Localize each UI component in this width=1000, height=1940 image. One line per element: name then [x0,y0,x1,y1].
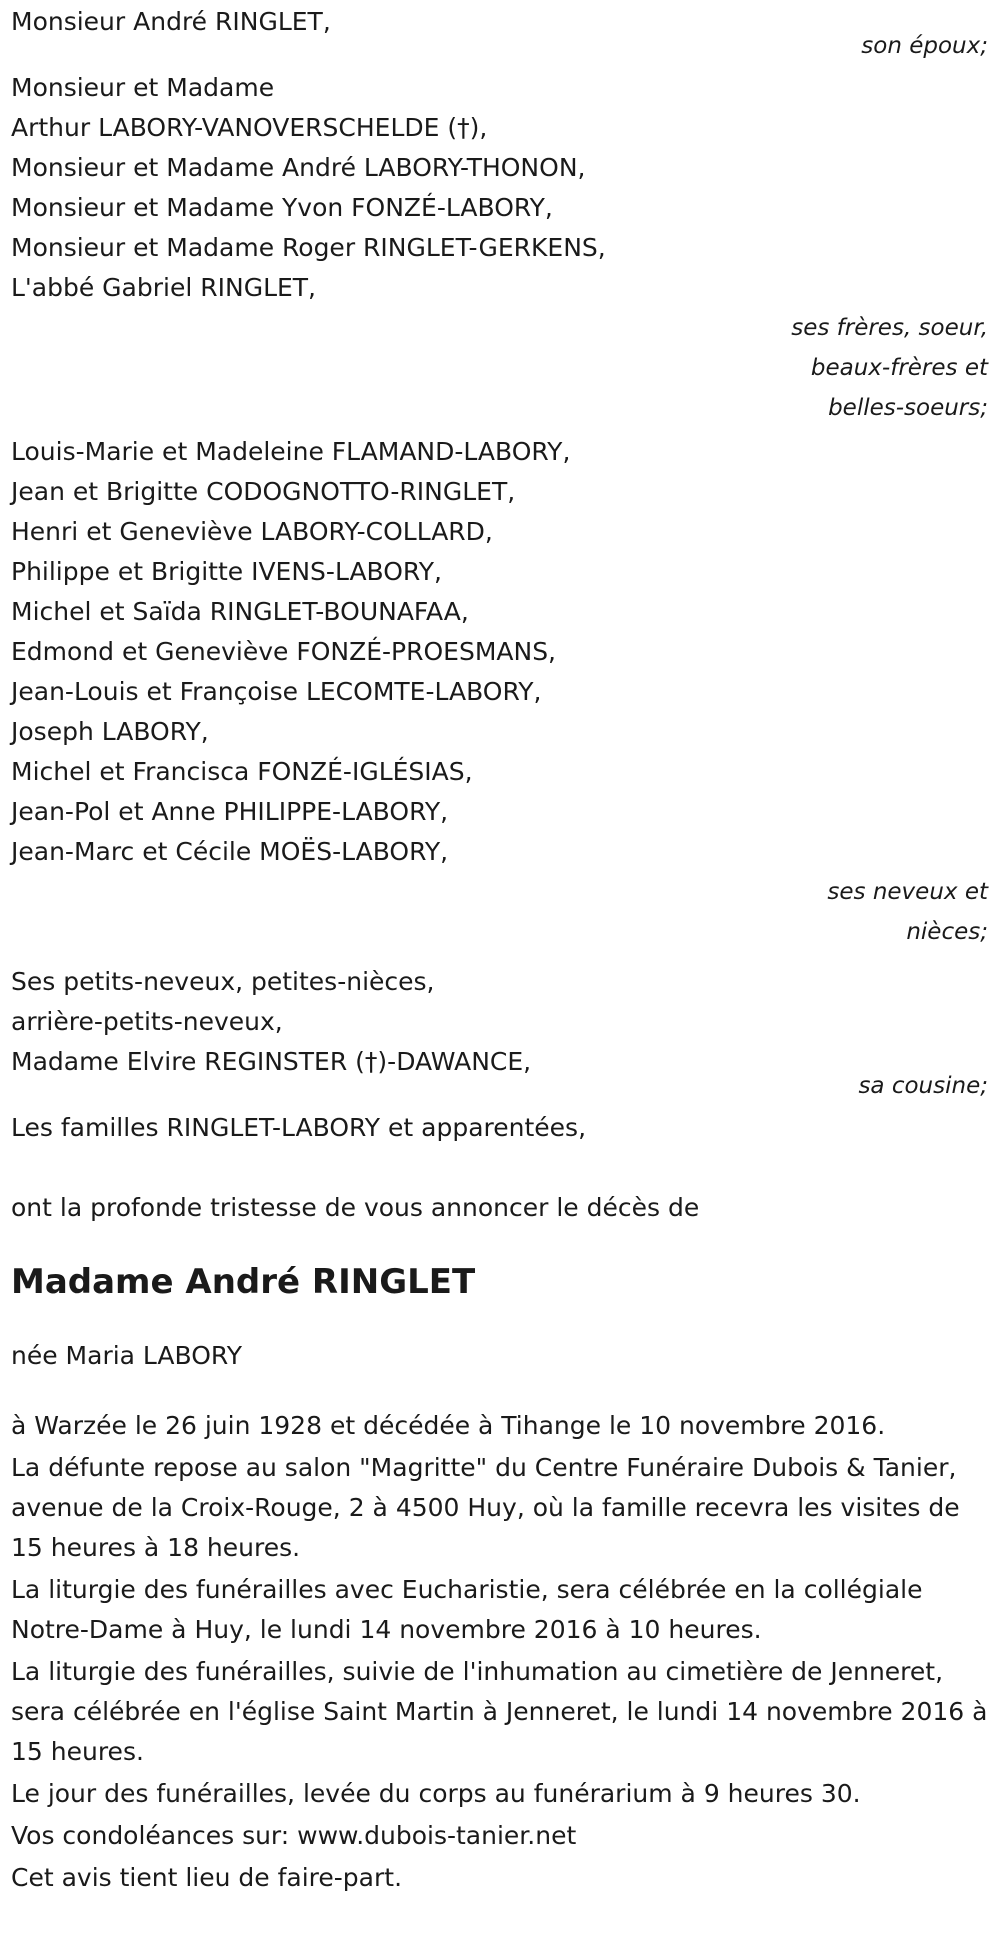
family-name-line: Madame Elvire REGINSTER (†)-DAWANCE, [11,1047,532,1076]
nephews-nieces-group [11,432,988,952]
relation-label: ses frères, soeur, [791,315,988,341]
family-name-line: Monsieur et Madame Yvon FONZÉ-LABORY, [11,193,553,222]
detail-paragraph: à Warzée le 26 juin 1928 et décédée à Tihange le 10 novembre 2016. [11,1411,886,1440]
family-name-line: Joseph LABORY, [11,717,209,746]
family-name-line: Monsieur et Madame André LABORY-THONON, [11,153,586,182]
relation-label: sa cousine; [858,1073,988,1099]
siblings-group [11,68,988,428]
family-name-line: Arthur LABORY-VANOVERSCHELDE (†), [11,113,488,142]
announcement-line: ont la profonde tristesse de vous annoncer le décès de [11,1193,700,1222]
relation-label: son époux; [861,33,988,59]
family-name-line: Henri et Geneviève LABORY-COLLARD, [11,517,493,546]
deceased-name: Madame André RINGLET [11,1262,476,1302]
family-name-line: Jean et Brigitte CODOGNOTTO-RINGLET, [11,477,516,506]
family-name-line: Philippe et Brigitte IVENS-LABORY, [11,557,442,586]
relation-label: belles-soeurs; [828,395,988,421]
relation-label: ses neveux et [827,879,988,905]
family-name-line: Michel et Francisca FONZÉ-IGLÉSIAS, [11,757,473,786]
families-line: Les familles RINGLET-LABORY et apparentées, [11,1113,587,1142]
family-name-line: Ses petits-neveux, petites-nièces, [11,967,435,996]
closing-paragraph: Cet avis tient lieu de faire-part. [11,1863,403,1892]
condolences-paragraph: Vos condoléances sur: www.dubois-tanier.net [11,1821,577,1850]
family-name-line: Monsieur André RINGLET, [11,7,331,36]
family-name-line: L'abbé Gabriel RINGLET, [11,273,317,302]
cousin-group [11,962,988,1106]
family-name-line: Monsieur et Madame Roger RINGLET-GERKENS, [11,233,606,262]
family-name-line: Louis-Marie et Madeleine FLAMAND-LABORY, [11,437,571,466]
spouse-group [11,2,988,66]
family-name-line: Jean-Pol et Anne PHILIPPE-LABORY, [11,797,449,826]
family-name-line: Edmond et Geneviève FONZÉ-PROESMANS, [11,637,557,666]
family-name-line: Michel et Saïda RINGLET-BOUNAFAA, [11,597,469,626]
obituary-notice [0,2,1000,1940]
family-name-line: Jean-Louis et Françoise LECOMTE-LABORY, [11,677,542,706]
relation-label: nièces; [906,919,988,945]
detail-paragraph: Le jour des funérailles, levée du corps au funérarium à 9 heures 30. [11,1779,861,1808]
details-section [11,1406,988,1898]
family-name-line: arrière-petits-neveux, [11,1007,283,1036]
family-name-line: Jean-Marc et Cécile MOËS-LABORY, [11,837,449,866]
detail-paragraph: La défunte repose au salon "Magritte" du Centre Funéraire Dubois & Tanier, avenue de la Croix-Rouge, 2 à 4500 Huy, où la famille recevra les visites de 15 heures à 18 heures. [11,1453,960,1562]
detail-paragraph: La liturgie des funérailles, suivie de l'inhumation au cimetière de Jenneret, sera célébrée en l'église Saint Martin à Jenneret, le lundi 14 novembre 2016 à 15 heures. [11,1657,988,1766]
family-name-line: Monsieur et Madame [11,73,275,102]
relation-label: beaux-frères et [810,355,988,381]
birth-name: née Maria LABORY [11,1341,242,1370]
detail-paragraph: La liturgie des funérailles avec Eucharistie, sera célébrée en la collégiale Notre-Dame à Huy, le lundi 14 novembre 2016 à 10 heures. [11,1575,923,1644]
